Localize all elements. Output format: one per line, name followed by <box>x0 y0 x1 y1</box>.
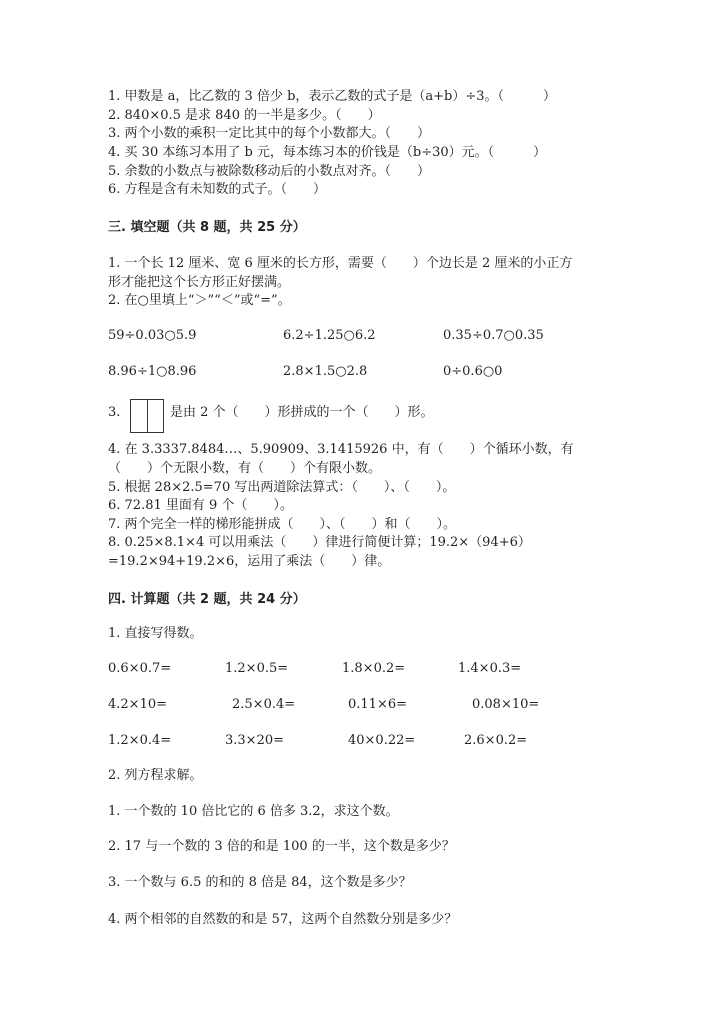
oral-item: 0.11×6= <box>348 697 408 712</box>
oral-item: 3.3×20= <box>225 733 285 748</box>
question-text: 7. 两个完全一样的梯形能拼成（ ）、（ ）和（ ）。 <box>108 517 457 532</box>
section-heading: 三. 填空题（共 8 题，共 25 分） <box>108 220 306 235</box>
tf-item: 6. 方程是含有未知数的式子。（ ） <box>108 182 327 197</box>
oral-item: 40×0.22= <box>348 733 416 748</box>
section-heading: 四. 计算题（共 2 题，共 24 分） <box>108 592 306 607</box>
tf-item: 2. 840×0.5 是求 840 的一半是多少。（ ） <box>108 108 381 123</box>
tf-item: 3. 两个小数的乘积一定比其中的每个小数都大。（ ） <box>108 126 431 141</box>
oral-item: 2.5×0.4= <box>232 697 296 712</box>
oral-item: 1.4×0.3= <box>458 661 522 676</box>
question-text: 1. 直接写得数。 <box>108 626 203 641</box>
oral-item: 4.2×10= <box>108 697 168 712</box>
tf-item: 4. 买 30 本练习本用了 b 元，每本练习本的价钱是（b÷30）元。（ ） <box>108 145 547 160</box>
compare-item: 59÷0.03○5.9 <box>108 328 197 343</box>
question-text: =19.2×94+19.2×6，运用了乘法（ ）律。 <box>108 554 391 569</box>
oral-item: 2.6×0.2= <box>464 733 528 748</box>
question-text: 8. 0.25×8.1×4 可以用乘法（ ）律进行简便计算；19.2×（94+6） <box>108 535 531 550</box>
equation-problem: 4. 两个相邻的自然数的和是 57，这两个自然数分别是多少？ <box>108 912 458 927</box>
compare-item: 2.8×1.5○2.8 <box>283 364 368 379</box>
oral-item: 1.2×0.5= <box>225 661 289 676</box>
compare-item: 0÷0.6○0 <box>443 364 503 379</box>
question-number: 3. <box>108 405 121 420</box>
question-text: 2. 列方程求解。 <box>108 768 203 783</box>
question-text: 4. 在 3.3337.8484…、5.90909、3.1415926 中，有（ ）个循环小数，有 <box>108 442 574 457</box>
question-text: （ ）个无限小数，有（ ）个有限小数。 <box>108 461 382 476</box>
equation-problem: 2. 17 与一个数的 3 倍的和是 100 的一半，这个数是多少？ <box>108 839 455 854</box>
equation-problem: 1. 一个数的 10 倍比它的 6 倍多 3.2，求这个数。 <box>108 804 399 819</box>
oral-item: 0.6×0.7= <box>108 661 172 676</box>
question-text: 1. 一个长 12 厘米、宽 6 厘米的长方形，需要（ ）个边长是 2 厘米的小正方 <box>108 256 573 271</box>
oral-item: 1.2×0.4= <box>108 733 172 748</box>
question-text: 形才能把这个长方形正好摆满。 <box>108 275 291 290</box>
compare-item: 8.96÷1○8.96 <box>108 364 197 379</box>
question-text: 5. 根据 28×2.5=70 写出两道除法算式：（ ）、（ ）。 <box>108 480 456 495</box>
question-text: 2. 在○里填上“＞”“＜”或“=”。 <box>108 293 291 308</box>
compare-item: 6.2÷1.25○6.2 <box>283 328 376 343</box>
equation-problem: 3. 一个数与 6.5 的和的 8 倍是 84，这个数是多少？ <box>108 875 412 890</box>
tf-item: 1. 甲数是 a，比乙数的 3 倍少 b，表示乙数的式子是（a+b）÷3。（ ） <box>108 89 557 104</box>
two-rectangles-figure <box>130 399 164 433</box>
tf-item: 5. 余数的小数点与被除数移动后的小数点对齐。（ ） <box>108 164 431 179</box>
compare-item: 0.35÷0.7○0.35 <box>443 328 544 343</box>
question-text: 6. 72.81 里面有 9 个（ ）。 <box>108 498 293 513</box>
question-text: 是由 2 个（ ）形拼成的一个（ ）形。 <box>170 405 434 420</box>
oral-item: 1.8×0.2= <box>342 661 406 676</box>
oral-item: 0.08×10= <box>472 697 540 712</box>
